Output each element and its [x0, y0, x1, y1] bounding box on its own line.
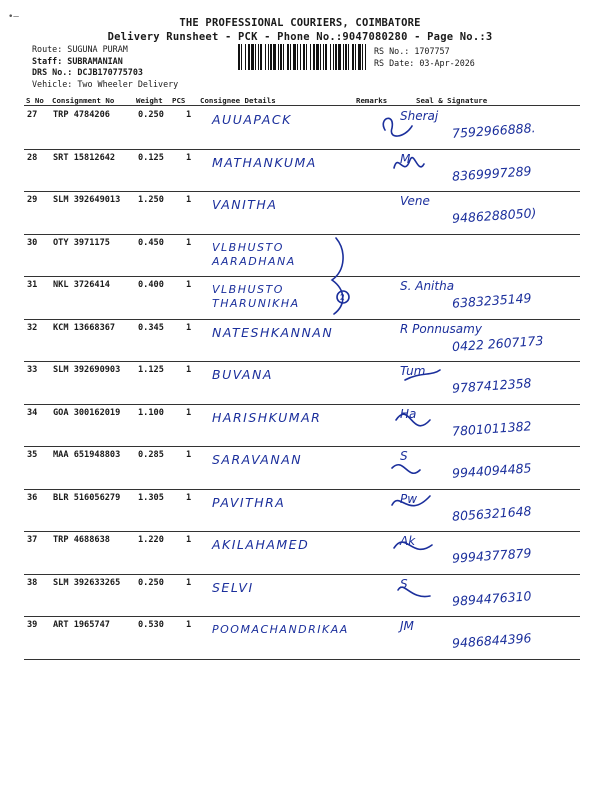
barcode-bar	[258, 44, 259, 70]
row-sno: 37	[27, 535, 38, 545]
row-consignment: TRP 4784206	[53, 110, 110, 120]
row-consignment: SLM 392633265	[53, 577, 121, 588]
barcode-bar	[362, 44, 363, 70]
row-phone: 0422 2607173	[451, 332, 544, 354]
row-pcs: 1	[186, 577, 192, 588]
row-phone: 6383235149	[451, 290, 532, 311]
barcode-bar	[268, 44, 269, 70]
row-phone: 7801011382	[451, 417, 532, 439]
row-phone: 8056321648	[451, 502, 532, 524]
col-sno: S No	[26, 96, 44, 105]
barcode-bar	[313, 44, 315, 70]
row-consignment: SRT 15812642	[53, 152, 116, 163]
row-consignee-name: SARAVANAN	[212, 452, 303, 467]
corner-mark: •—	[8, 12, 19, 22]
row-divider	[24, 659, 580, 660]
row-signature: M	[400, 151, 411, 166]
row-consignment: MAA 651948803	[53, 450, 121, 460]
row-consignee-name: POOMACHANDRIKAA	[212, 623, 349, 636]
row-consignment: NKL 3726414	[53, 280, 110, 290]
row-weight: 0.250	[138, 110, 164, 120]
row-pcs: 1	[186, 535, 192, 545]
row-phone: 9994377879	[451, 545, 532, 566]
row-weight: 0.285	[138, 450, 164, 460]
row-sno: 36	[27, 492, 38, 503]
row-signature: Vene	[400, 194, 430, 208]
row-sno: 33	[27, 365, 38, 375]
row-consignee-name: VANITHA	[212, 197, 278, 212]
row-divider	[24, 276, 580, 277]
staff-label: Staff: SUBRAMANIAN	[32, 55, 123, 66]
row-pcs: 1	[186, 407, 192, 418]
row-signature: Ha	[400, 406, 417, 421]
row-signature: Pw	[400, 491, 418, 506]
row-phone: 9486288050)	[451, 205, 537, 226]
row-weight: 0.125	[138, 152, 164, 163]
barcode-bar	[287, 44, 289, 70]
vehicle-label: Vehicle: Two Wheeler Delivery	[32, 78, 179, 89]
header-divider	[24, 105, 580, 106]
row-consignment: GOA 300162019	[53, 407, 121, 418]
row-weight: 0.400	[138, 280, 164, 290]
barcode-bar	[248, 44, 250, 70]
row-signature: S	[400, 576, 408, 591]
barcode-bar	[335, 44, 337, 70]
col-remarks: Remarks	[356, 96, 388, 105]
barcode-bar	[323, 44, 324, 70]
route-label: Route: SUGUNA PURAM	[32, 44, 128, 54]
barcode-bar	[280, 44, 282, 70]
barcode-bar	[355, 44, 356, 70]
row-sno: 29	[27, 195, 38, 205]
row-consignee-name: BUVANA	[212, 367, 273, 382]
barcode-bar	[297, 44, 298, 70]
row-signature: Ak	[400, 534, 416, 548]
row-signature: JM	[400, 619, 414, 633]
barcode-bar	[293, 44, 296, 70]
barcode	[238, 44, 368, 70]
row-consignment: ART 1965747	[53, 620, 110, 630]
col-signature: Seal & Signature	[416, 96, 488, 105]
row-consignee-name: VLBHUSTO AARADHANA	[212, 240, 296, 268]
row-sno: 27	[27, 110, 38, 120]
barcode-bar	[290, 44, 291, 70]
barcode-bar	[310, 44, 311, 70]
row-pcs: 1	[186, 237, 192, 248]
row-weight: 0.450	[138, 237, 164, 248]
row-sno: 35	[27, 450, 38, 460]
barcode-bar	[270, 44, 272, 70]
row-sno: 30	[27, 237, 38, 248]
rs-date: RS Date: 03-Apr-2026	[374, 57, 475, 68]
drs-label: DRS No.: DCJB170775703	[32, 67, 143, 77]
row-phone: 7592966888.	[451, 120, 536, 141]
row-phone: 8369997289	[451, 162, 532, 184]
barcode-bar	[320, 44, 321, 70]
barcode-bar	[352, 44, 354, 70]
row-divider	[24, 234, 580, 235]
barcode-bar	[358, 44, 361, 70]
row-weight: 0.530	[138, 620, 164, 630]
row-consignee-name: VLBHUSTO THARUNIKHA	[212, 283, 300, 310]
barcode-bar	[278, 44, 279, 70]
row-consignee-name: PAVITHRA	[212, 494, 286, 510]
barcode-bar	[303, 44, 305, 70]
barcode-bar	[348, 44, 349, 70]
barcode-bar	[245, 44, 246, 70]
row-consignee-name: NATESHKANNAN	[212, 324, 334, 340]
barcode-bar	[330, 44, 331, 70]
barcode-bar	[365, 44, 366, 70]
row-consignment: OTY 3971175	[53, 237, 110, 248]
row-signature: S	[400, 449, 408, 463]
row-consignment: KCM 13668367	[53, 322, 116, 333]
row-divider	[24, 446, 580, 447]
row-divider	[24, 404, 580, 405]
row-pcs: 1	[186, 322, 192, 333]
row-consignee-name: HARISHKUMAR	[212, 409, 322, 425]
row-phone: 9944094485	[451, 460, 532, 481]
row-sno: 39	[27, 620, 38, 630]
barcode-bar	[316, 44, 319, 70]
row-consignment: BLR 516056279	[53, 492, 121, 503]
row-divider	[24, 574, 580, 575]
row-pcs: 1	[186, 280, 192, 290]
row-weight: 1.220	[138, 535, 164, 545]
row-weight: 1.100	[138, 407, 164, 418]
barcode-bar	[265, 44, 266, 70]
col-pcs: PCS	[172, 96, 186, 105]
row-weight: 1.305	[138, 492, 164, 503]
barcode-bar	[338, 44, 341, 70]
circled-number: 2	[340, 293, 345, 302]
row-sno: 38	[27, 577, 38, 588]
barcode-bar	[273, 44, 276, 70]
signature-stroke-5	[392, 465, 420, 473]
row-divider	[24, 616, 580, 617]
row-pcs: 1	[186, 365, 192, 375]
row-phone: 9486844396	[451, 630, 532, 651]
row-divider	[24, 191, 580, 192]
row-pcs: 1	[186, 620, 192, 630]
row-pcs: 1	[186, 110, 192, 120]
barcode-bar	[238, 44, 240, 70]
row-consignee-name: SELVI	[212, 579, 254, 595]
barcode-bar	[333, 44, 334, 70]
row-consignee-name: MATHANKUMA	[212, 154, 317, 170]
row-signature: Tum	[400, 364, 426, 378]
row-signature: Sheraj	[400, 109, 439, 123]
document-title: THE PROFESSIONAL COURIERS, COIMBATORE	[179, 17, 421, 29]
row-weight: 1.125	[138, 365, 164, 375]
row-consignment: SLM 392690903	[53, 365, 121, 375]
row-consignment: TRP 4688638	[53, 535, 110, 545]
col-consignee: Consignee Details	[200, 96, 276, 105]
row-sno: 31	[27, 280, 38, 290]
row-pcs: 1	[186, 450, 192, 460]
document-subtitle: Delivery Runsheet - PCK - Phone No.:9047080280 - Page No.:3	[107, 31, 493, 43]
row-phone: 9787412358	[451, 375, 532, 396]
row-divider	[24, 489, 580, 490]
col-weight: Weight	[136, 96, 163, 105]
barcode-bar	[345, 44, 347, 70]
row-sno: 34	[27, 407, 38, 418]
row-weight: 0.250	[138, 577, 164, 588]
row-weight: 0.345	[138, 322, 164, 333]
row-divider	[24, 531, 580, 532]
row-weight: 1.250	[138, 195, 164, 205]
row-pcs: 1	[186, 492, 192, 503]
row-pcs: 1	[186, 152, 192, 163]
row-signature: S. Anitha	[400, 279, 455, 293]
row-sno: 32	[27, 322, 38, 333]
meta-right	[374, 46, 475, 69]
row-pcs: 1	[186, 195, 192, 205]
row-consignment: SLM 392649013	[53, 195, 121, 205]
rs-number: RS No.: 1707757	[374, 46, 450, 56]
row-consignee-name: AUUAPACK	[212, 112, 292, 127]
barcode-bar	[283, 44, 284, 70]
barcode-bar	[241, 44, 242, 70]
row-phone: 9894476310	[451, 587, 532, 609]
barcode-bar	[343, 44, 344, 70]
meta-left	[32, 44, 178, 90]
barcode-bar	[251, 44, 254, 70]
barcode-bar	[306, 44, 307, 70]
barcode-bar	[260, 44, 262, 70]
row-signature: R Ponnusamy	[400, 321, 482, 336]
row-divider	[24, 319, 580, 320]
col-consignment: Consignment No	[52, 96, 115, 105]
row-consignee-name: AKILAHAMED	[212, 537, 310, 552]
barcode-bar	[300, 44, 301, 70]
row-sno: 28	[27, 152, 38, 163]
barcode-bar	[325, 44, 327, 70]
barcode-bar	[255, 44, 256, 70]
row-divider	[24, 149, 580, 150]
row-divider	[24, 361, 580, 362]
